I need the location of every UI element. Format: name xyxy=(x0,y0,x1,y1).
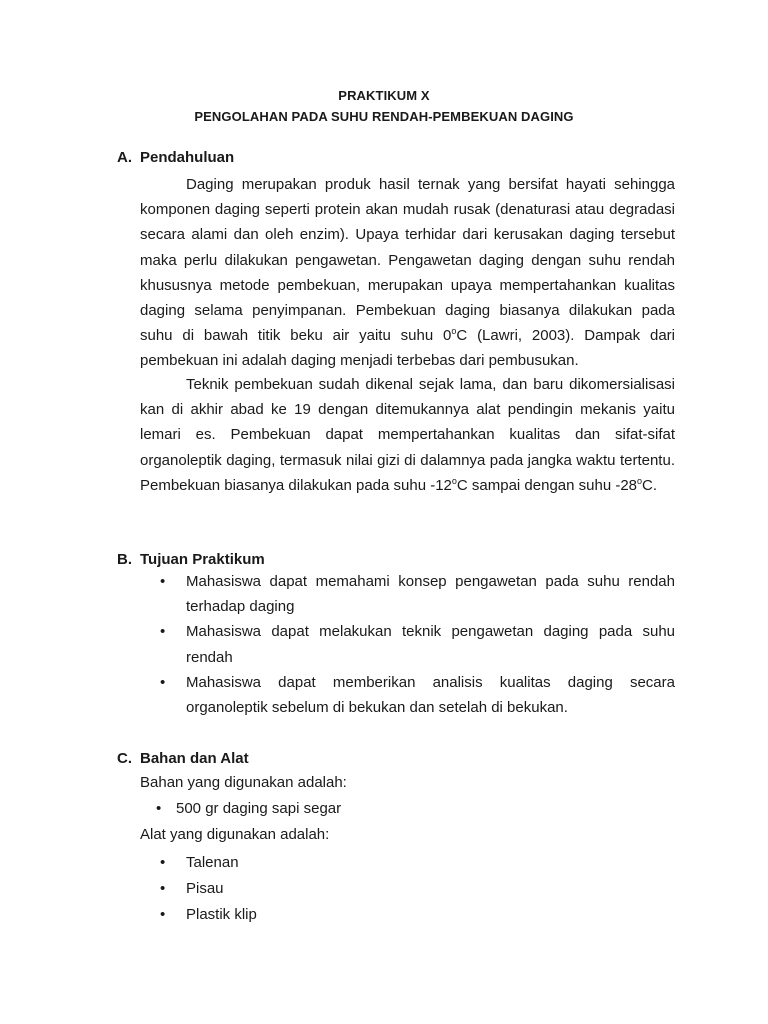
list-item xyxy=(140,569,675,619)
alat-list xyxy=(140,850,257,928)
alat-item-3: Plastik klip xyxy=(186,906,257,923)
bullet-icon: • xyxy=(160,623,166,641)
bahan-label: Bahan yang digunakan adalah: xyxy=(140,774,347,791)
section-b-heading xyxy=(117,551,265,568)
section-a-heading xyxy=(117,149,234,166)
section-a-title: Pendahuluan xyxy=(140,149,235,166)
list-item xyxy=(140,850,257,876)
p2-text: Teknik pembekuan sudah dikenal sejak lama, dan baru dikomersialisasi kan di akhir abad ke 19 dengan ditemukannya alat pendingin mekanis yaitu lemari es. Pembekuan dapat mempertahankan kualitas dan sifat-sifat organoleptik daging, termasuk nilai gizi di dalamnya pada jangka waktu tertentu. Pembekuan biasanya dilakukan pada suhu -12 xyxy=(140,376,675,494)
pendahuluan-paragraph-1 xyxy=(140,172,675,374)
bullet-icon: • xyxy=(160,880,166,897)
section-a-letter: A. xyxy=(117,149,132,166)
list-item xyxy=(140,670,675,720)
p1-text-end: C (Lawri, 2003). Dampak dari pembekuan ini adalah daging menjadi terbebas dari pembusukan. xyxy=(140,327,675,370)
pendahuluan-paragraph-2 xyxy=(140,372,675,498)
bahan-item-1: 500 gr daging sapi segar xyxy=(176,800,342,817)
bullet-icon: • xyxy=(156,800,162,817)
alat-label: Alat yang digunakan adalah: xyxy=(140,826,330,843)
section-c-letter: C. xyxy=(117,750,132,767)
p2-text-end: C. xyxy=(642,476,658,494)
bullet-icon: • xyxy=(160,573,166,590)
p2-text-mid: C sampai dengan suhu -28 xyxy=(456,476,638,494)
section-c-title: Bahan dan Alat xyxy=(140,750,249,767)
bullet-icon: • xyxy=(160,906,166,923)
list-item xyxy=(140,619,675,669)
bullet-icon: • xyxy=(160,854,166,871)
p1-degree-sup: o xyxy=(451,326,457,337)
tujuan-item-3: Mahasiswa dapat memberikan analisis kualitas daging secara organoleptik sebelum di bekukan dan setelah di bekukan. xyxy=(186,673,675,717)
p1-text: Daging merupakan produk hasil ternak yang bersifat hayati sehingga komponen daging seperti protein akan mudah rusak (denaturasi atau degradasi secara alami dan oleh enzim). Upaya terhidar dari kerusakan daging tersebut maka perlu dilakukan pengawetan. Pengawetan daging dengan suhu rendah khususnya metode pembekuan, merupakan upaya mempertahankan kualitas daging selama penyimpanan. Pembekuan daging biasanya dilakukan pada suhu di bawah titik beku air yaitu suhu 0 xyxy=(140,176,675,345)
p2-degree-sup-2: o xyxy=(637,475,643,486)
alat-item-1: Talenan xyxy=(186,854,239,871)
tujuan-list xyxy=(140,569,675,720)
list-item xyxy=(140,902,257,928)
document-subtitle: PENGOLAHAN PADA SUHU RENDAH-PEMBEKUAN DAGING xyxy=(194,109,574,124)
bahan-item xyxy=(156,800,341,817)
p2-degree-sup-1: o xyxy=(451,475,457,486)
list-item xyxy=(140,876,257,902)
tujuan-item-1: Mahasiswa dapat memahami konsep pengawetan pada suhu rendah terhadap daging xyxy=(186,573,675,616)
section-b-letter: B. xyxy=(117,551,132,568)
section-b-title: Tujuan Praktikum xyxy=(140,551,265,568)
tujuan-item-2: Mahasiswa dapat melakukan teknik pengawetan daging pada suhu rendah xyxy=(186,623,675,666)
document-title: PRAKTIKUM X xyxy=(338,88,430,103)
bullet-icon: • xyxy=(160,673,166,691)
section-c-heading xyxy=(117,750,249,767)
alat-item-2: Pisau xyxy=(186,880,224,897)
